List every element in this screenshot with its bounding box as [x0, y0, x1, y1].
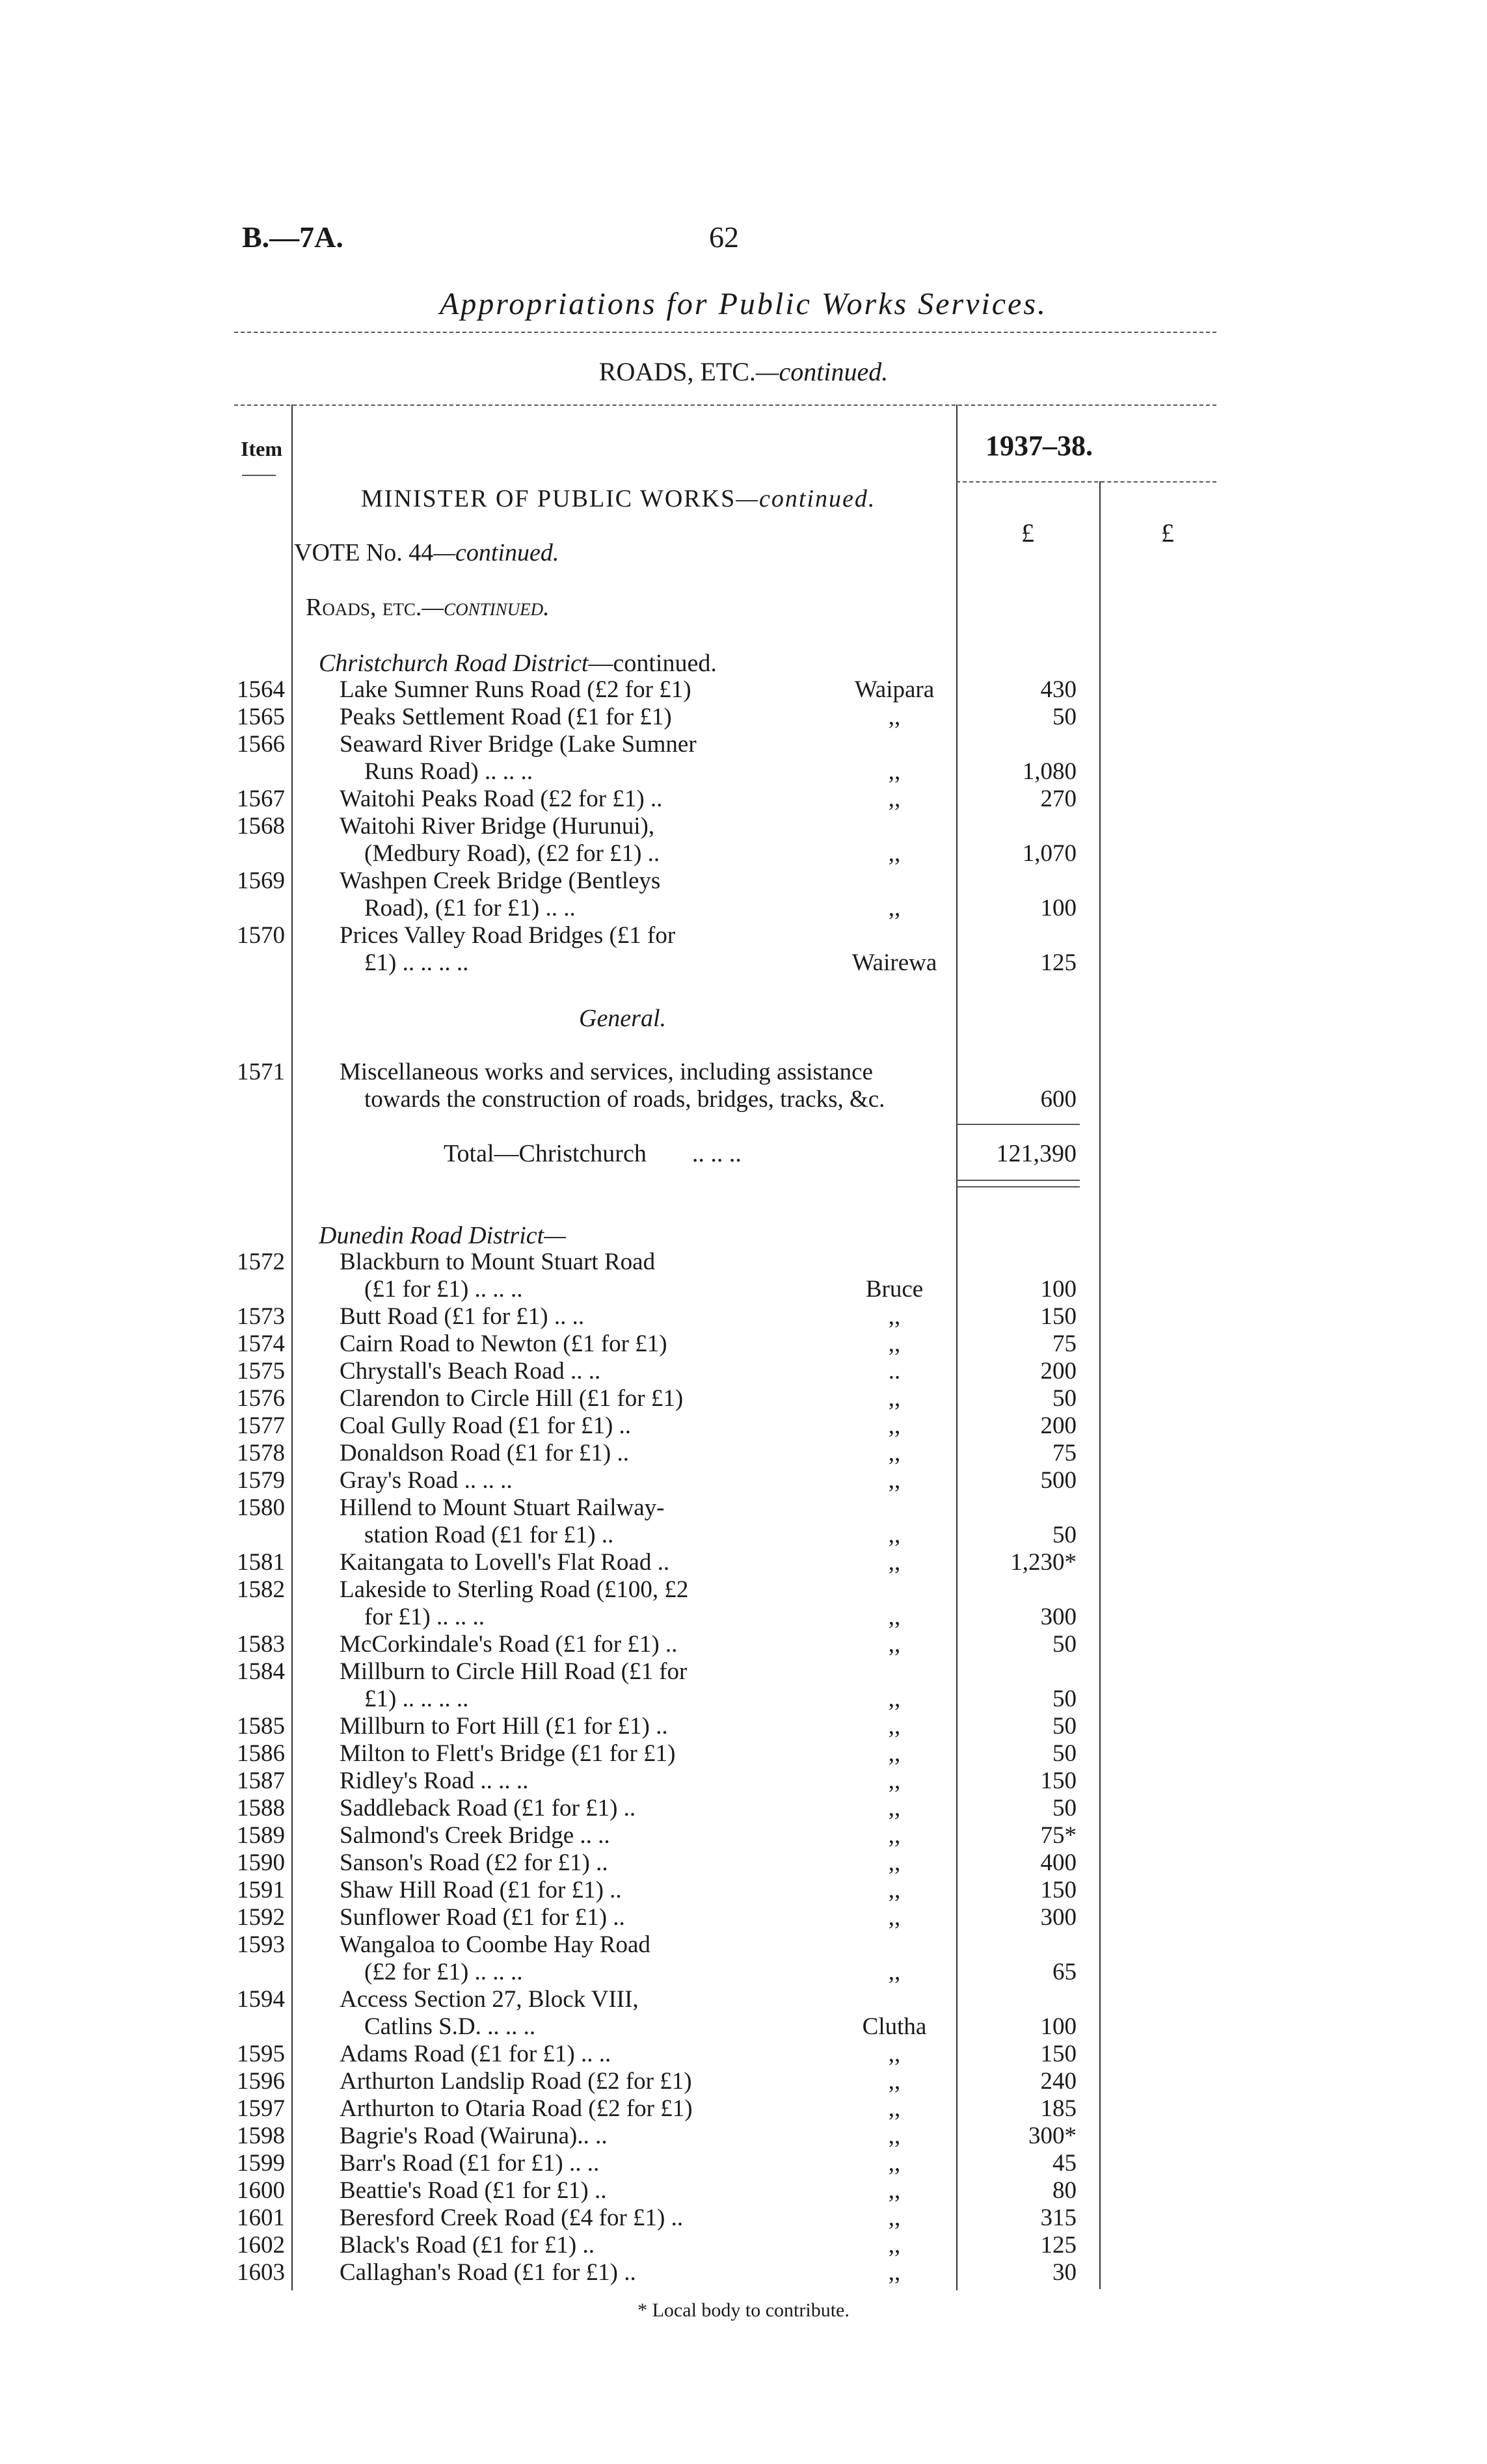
table-row [0, 895, 1487, 922]
general-heading: General. [579, 1005, 667, 1032]
table-row [0, 676, 1487, 704]
item-amount: 300* [1028, 2123, 1077, 2149]
item-number: 1569 [237, 868, 285, 894]
item-description: (£1 for £1) .. .. .. [364, 1276, 523, 1303]
item-number: 1580 [237, 1494, 285, 1521]
table-row [0, 1849, 1487, 1877]
item-amount: 50 [1052, 1795, 1077, 1822]
item-description: Sunflower Road (£1 for £1) .. [340, 1904, 625, 1931]
total-leaders: .. .. .. [691, 1140, 742, 1167]
item-number: 1599 [237, 2150, 285, 2177]
item-number: 1576 [237, 1385, 285, 1412]
item-description: Shaw Hill Road (£1 for £1) .. [340, 1877, 622, 1903]
item-county: ,, [888, 1522, 901, 1548]
roads-heading [306, 593, 550, 622]
christchurch-title: Christchurch Road District [319, 650, 589, 677]
item-description: £1) .. .. .. .. [364, 1686, 469, 1712]
item-description: Blackburn to Mount Stuart Road [340, 1249, 656, 1275]
item-number: 1567 [237, 786, 285, 812]
item-number: 1602 [237, 2232, 285, 2259]
item-amount: 315 [1040, 2205, 1077, 2231]
table-row [0, 1795, 1487, 1822]
item-number: 1579 [237, 1467, 285, 1494]
item-description: Clarendon to Circle Hill (£1 for £1) [340, 1385, 684, 1412]
item-amount: 1,070 [1022, 840, 1077, 867]
item-amount: 125 [1040, 2232, 1077, 2259]
item-amount: 150 [1040, 2041, 1077, 2067]
item-description: towards the construction of roads, bridges, tracks, &c. [364, 1086, 885, 1113]
table-row [0, 922, 1487, 949]
item-amount: 75* [1040, 1822, 1077, 1849]
currency-symbol-2: £ [1161, 518, 1174, 548]
total-label-text: Total—Christchurch [444, 1140, 647, 1167]
item-number: 1570 [237, 922, 285, 949]
item-description: Road), (£1 for £1) .. .. [364, 895, 576, 921]
item-county: ,, [888, 1604, 901, 1630]
item-description: Cairn Road to Newton (£1 for £1) [340, 1331, 667, 1357]
item-county: ,, [888, 1849, 901, 1876]
item-amount: 500 [1040, 1467, 1077, 1494]
item-description: Millburn to Circle Hill Road (£1 for [340, 1658, 688, 1685]
dunedin-district-heading: Dunedin Road District— [319, 1222, 566, 1249]
item-county: Waipara [854, 676, 935, 703]
item-description: Waitohi Peaks Road (£2 for £1) .. [340, 786, 663, 812]
table-row [0, 1740, 1487, 1768]
item-amount: 200 [1040, 1412, 1077, 1439]
item-number: 1601 [237, 2205, 285, 2231]
item-header-rule [242, 475, 276, 476]
table-row [0, 1576, 1487, 1604]
item-county: ,, [888, 704, 901, 730]
table-row [0, 1931, 1487, 1959]
item-amount: 400 [1040, 1849, 1077, 1876]
year-column-header: 1937–38. [985, 430, 1093, 462]
table-row [0, 2041, 1487, 2068]
item-number: 1575 [237, 1358, 285, 1384]
item-county: ,, [888, 2041, 901, 2067]
item-amount: 100 [1040, 2013, 1077, 2040]
table-row [0, 2013, 1487, 2041]
total-value: 121,390 [996, 1140, 1077, 1167]
item-number: 1565 [237, 704, 285, 730]
item-county: Clutha [862, 2013, 927, 2040]
total-label [444, 1139, 742, 1168]
item-description: Lakeside to Sterling Road (£100, £2 [340, 1576, 689, 1603]
item-number: 1583 [237, 1631, 285, 1658]
item-county: ,, [888, 1713, 901, 1740]
item-number: 1584 [237, 1658, 285, 1685]
item-county: ,, [888, 1331, 901, 1357]
document-reference: B.—7A. [242, 220, 343, 254]
item-number: 1590 [237, 1849, 285, 1876]
item-description: Ridley's Road .. .. .. [340, 1768, 529, 1794]
item-number: 1595 [237, 2041, 285, 2067]
item-county: ,, [888, 1303, 901, 1330]
item-county: ,, [888, 2259, 901, 2286]
christchurch-district-heading [319, 649, 717, 678]
table-row [0, 1986, 1487, 2013]
item-number: 1592 [237, 1904, 285, 1931]
item-amount: 45 [1052, 2150, 1077, 2177]
item-description: (£2 for £1) .. .. .. [364, 1959, 523, 1985]
item-description: Prices Valley Road Bridges (£1 for [340, 922, 676, 949]
item-description: Gray's Road .. .. .. [340, 1467, 513, 1494]
table-row [0, 704, 1487, 731]
item-amount: 1,230* [1010, 1549, 1077, 1576]
table-row [0, 1086, 1487, 1113]
item-county: ,, [888, 1959, 901, 1985]
table-row [0, 1877, 1487, 1904]
item-number: 1591 [237, 1877, 285, 1903]
item-description: Hillend to Mount Stuart Railway- [340, 1494, 665, 1521]
item-amount: 50 [1052, 1385, 1077, 1412]
item-number: 1581 [237, 1549, 285, 1576]
item-description: Beresford Creek Road (£4 for £1) .. [340, 2205, 684, 2231]
item-county: ,, [888, 2123, 901, 2149]
table-row [0, 1686, 1487, 1713]
title-rule [234, 332, 1216, 333]
item-description: Access Section 27, Block VIII, [340, 1986, 639, 2013]
item-description: station Road (£1 for £1) .. [364, 1522, 614, 1548]
item-number: 1593 [237, 1931, 285, 1958]
total-top-rule [956, 1124, 1080, 1125]
item-county: ,, [888, 2177, 901, 2204]
item-number: 1571 [237, 1059, 285, 1085]
item-description: Seaward River Bridge (Lake Sumner [340, 731, 697, 758]
item-county: ,, [888, 786, 901, 812]
item-county: ,, [888, 840, 901, 867]
table-row [0, 758, 1487, 786]
item-number: 1577 [237, 1412, 285, 1439]
item-description: (Medbury Road), (£2 for £1) .. [364, 840, 660, 867]
table-row [0, 2205, 1487, 2232]
item-amount: 600 [1040, 1086, 1077, 1113]
item-description: Adams Road (£1 for £1) .. .. [340, 2041, 611, 2067]
item-county: ,, [888, 1412, 901, 1439]
section-heading-cont: —continued. [755, 357, 889, 386]
item-description: Saddleback Road (£1 for £1) .. [340, 1795, 636, 1822]
item-description: Callaghan's Road (£1 for £1) .. [340, 2259, 636, 2286]
item-column-header: Item [241, 437, 282, 460]
item-amount: 50 [1052, 1631, 1077, 1658]
item-description: Catlins S.D. .. .. .. [364, 2013, 536, 2040]
table-row [0, 2150, 1487, 2177]
item-county: ,, [888, 1768, 901, 1794]
table-row [0, 2123, 1487, 2150]
vote-cont: —continued. [433, 539, 559, 566]
item-description: Black's Road (£1 for £1) .. [340, 2232, 595, 2259]
item-number: 1582 [237, 1576, 285, 1603]
item-number: 1603 [237, 2259, 285, 2286]
item-amount: 150 [1040, 1768, 1077, 1794]
item-county: ,, [888, 2232, 901, 2259]
item-amount: 150 [1040, 1303, 1077, 1330]
table-row [0, 2232, 1487, 2259]
item-amount: 75 [1052, 1331, 1077, 1357]
item-amount: 185 [1040, 2095, 1077, 2122]
item-description: Donaldson Road (£1 for £1) .. [340, 1440, 629, 1466]
item-amount: 125 [1040, 949, 1077, 976]
table-row [0, 2259, 1487, 2286]
table-row [0, 1385, 1487, 1412]
item-amount: 80 [1052, 2177, 1077, 2204]
item-description: Beattie's Road (£1 for £1) .. [340, 2177, 607, 2204]
item-amount: 150 [1040, 1877, 1077, 1903]
item-county: ,, [888, 1795, 901, 1822]
item-number: 1586 [237, 1740, 285, 1767]
table-top-rule [234, 404, 1216, 406]
item-amount: 240 [1040, 2068, 1077, 2095]
item-amount: 50 [1052, 1713, 1077, 1740]
item-description: £1) .. .. .. .. [364, 949, 469, 976]
item-county: ,, [888, 1440, 901, 1466]
item-description: for £1) .. .. .. [364, 1604, 485, 1630]
item-county: ,, [888, 1385, 901, 1412]
item-county: ,, [888, 1904, 901, 1931]
minister-cont: —continued. [736, 485, 876, 512]
section-heading [0, 356, 1487, 387]
table-row [0, 1276, 1487, 1303]
item-number: 1598 [237, 2123, 285, 2149]
item-description: Miscellaneous works and services, including assistance [340, 1059, 873, 1085]
minister-heading [361, 484, 876, 513]
item-county: ,, [888, 2205, 901, 2231]
table-row [0, 2177, 1487, 2205]
item-description: Bagrie's Road (Wairuna).. .. [340, 2123, 608, 2149]
roads-cont: —continued. [422, 594, 550, 621]
item-description: Barr's Road (£1 for £1) .. .. [340, 2150, 600, 2177]
item-county: .. [888, 1358, 901, 1384]
table-row [0, 1303, 1487, 1331]
item-amount: 300 [1040, 1904, 1077, 1931]
table-row [0, 1522, 1487, 1549]
item-county: ,, [888, 1549, 901, 1576]
item-amount: 50 [1052, 1522, 1077, 1548]
table-row [0, 1549, 1487, 1576]
item-county: ,, [888, 1877, 901, 1903]
item-number: 1587 [237, 1768, 285, 1794]
item-county: ,, [888, 2150, 901, 2177]
item-description: Millburn to Fort Hill (£1 for £1) .. [340, 1713, 668, 1740]
item-number: 1585 [237, 1713, 285, 1740]
item-amount: 430 [1040, 676, 1077, 703]
item-amount: 65 [1052, 1959, 1077, 1985]
item-amount: 50 [1052, 1686, 1077, 1712]
table-row [0, 1358, 1487, 1385]
section-heading-text: ROADS, ETC. [598, 357, 756, 386]
item-amount: 200 [1040, 1358, 1077, 1384]
table-row [0, 1631, 1487, 1658]
table-row [0, 840, 1487, 868]
item-description: Washpen Creek Bridge (Bentleys [340, 868, 661, 894]
item-number: 1573 [237, 1303, 285, 1330]
item-number: 1572 [237, 1249, 285, 1275]
item-description: Waitohi River Bridge (Hurunui), [340, 813, 655, 840]
item-amount: 30 [1052, 2259, 1077, 2286]
table-row [0, 731, 1487, 758]
item-number: 1600 [237, 2177, 285, 2204]
table-row [0, 1494, 1487, 1522]
item-description: Butt Road (£1 for £1) .. .. [340, 1303, 585, 1330]
page-title: Appropriations for Public Works Services. [439, 287, 1048, 321]
total-double-rule [956, 1186, 1080, 1187]
item-amount: 100 [1040, 895, 1077, 921]
table-row [0, 1959, 1487, 1986]
item-description: Kaitangata to Lovell's Flat Road .. [340, 1549, 670, 1576]
table-row [0, 813, 1487, 840]
item-description: Runs Road) .. .. .. [364, 758, 533, 785]
item-description: Milton to Flett's Bridge (£1 for £1) [340, 1740, 676, 1767]
item-number: 1564 [237, 676, 285, 703]
item-county: Bruce [865, 1276, 924, 1303]
table-row [0, 1059, 1487, 1086]
total-bottom-rule [956, 1180, 1080, 1181]
item-county: ,, [888, 1631, 901, 1658]
table-row [0, 1768, 1487, 1795]
item-description: Arthurton Landslip Road (£2 for £1) [340, 2068, 692, 2095]
item-number: 1594 [237, 1986, 285, 2013]
table-row [0, 1467, 1487, 1494]
item-amount: 1,080 [1022, 758, 1077, 785]
item-number: 1597 [237, 2095, 285, 2122]
table-row [0, 1440, 1487, 1467]
vote-text: VOTE No. 44 [294, 539, 434, 566]
item-number: 1566 [237, 731, 285, 758]
table-row [0, 1412, 1487, 1440]
vote-heading [294, 538, 559, 567]
table-row [0, 1604, 1487, 1631]
minister-text: MINISTER OF PUBLIC WORKS [361, 485, 736, 512]
item-amount: 100 [1040, 1276, 1077, 1303]
item-description: Salmond's Creek Bridge .. .. [340, 1822, 610, 1849]
item-number: 1588 [237, 1795, 285, 1822]
table-row [0, 868, 1487, 895]
table-row [0, 1713, 1487, 1740]
item-county: ,, [888, 1822, 901, 1849]
item-county: ,, [888, 2068, 901, 2095]
item-amount: 50 [1052, 704, 1077, 730]
table-row [0, 2068, 1487, 2095]
item-description: McCorkindale's Road (£1 for £1) .. [340, 1631, 678, 1658]
table-row [0, 2095, 1487, 2123]
item-county: ,, [888, 758, 901, 785]
item-county: ,, [888, 2095, 901, 2122]
item-number: 1574 [237, 1331, 285, 1357]
item-county: ,, [888, 1686, 901, 1712]
currency-symbol-1: £ [1021, 518, 1034, 548]
item-amount: 75 [1052, 1440, 1077, 1466]
item-amount: 270 [1040, 786, 1077, 812]
item-description: Arthurton to Otaria Road (£2 for £1) [340, 2095, 693, 2122]
table-row [0, 786, 1487, 813]
footnote: * Local body to contribute. [637, 2299, 850, 2321]
item-description: Lake Sumner Runs Road (£2 for £1) [340, 676, 691, 703]
item-county: ,, [888, 895, 901, 921]
item-description: Chrystall's Beach Road .. .. [340, 1358, 601, 1384]
christchurch-cont: —continued. [588, 650, 717, 677]
item-number: 1589 [237, 1822, 285, 1849]
table-row [0, 949, 1487, 977]
year-header-rule [956, 481, 1216, 483]
page-number: 62 [709, 220, 739, 254]
roads-text: Roads, etc. [306, 594, 422, 621]
item-description: Peaks Settlement Road (£1 for £1) [340, 704, 672, 730]
item-county: ,, [888, 1740, 901, 1767]
table-row [0, 1904, 1487, 1931]
table-row [0, 1658, 1487, 1686]
item-number: 1578 [237, 1440, 285, 1466]
item-number: 1596 [237, 2068, 285, 2095]
item-amount: 300 [1040, 1604, 1077, 1630]
table-row [0, 1331, 1487, 1358]
item-amount: 50 [1052, 1740, 1077, 1767]
item-county: ,, [888, 1467, 901, 1494]
item-description: Sanson's Road (£2 for £1) .. [340, 1849, 608, 1876]
item-county: Wairewa [851, 949, 937, 976]
item-number: 1568 [237, 813, 285, 840]
item-description: Wangaloa to Coombe Hay Road [340, 1931, 650, 1958]
table-row [0, 1249, 1487, 1276]
table-row [0, 1822, 1487, 1849]
item-description: Coal Gully Road (£1 for £1) .. [340, 1412, 632, 1439]
